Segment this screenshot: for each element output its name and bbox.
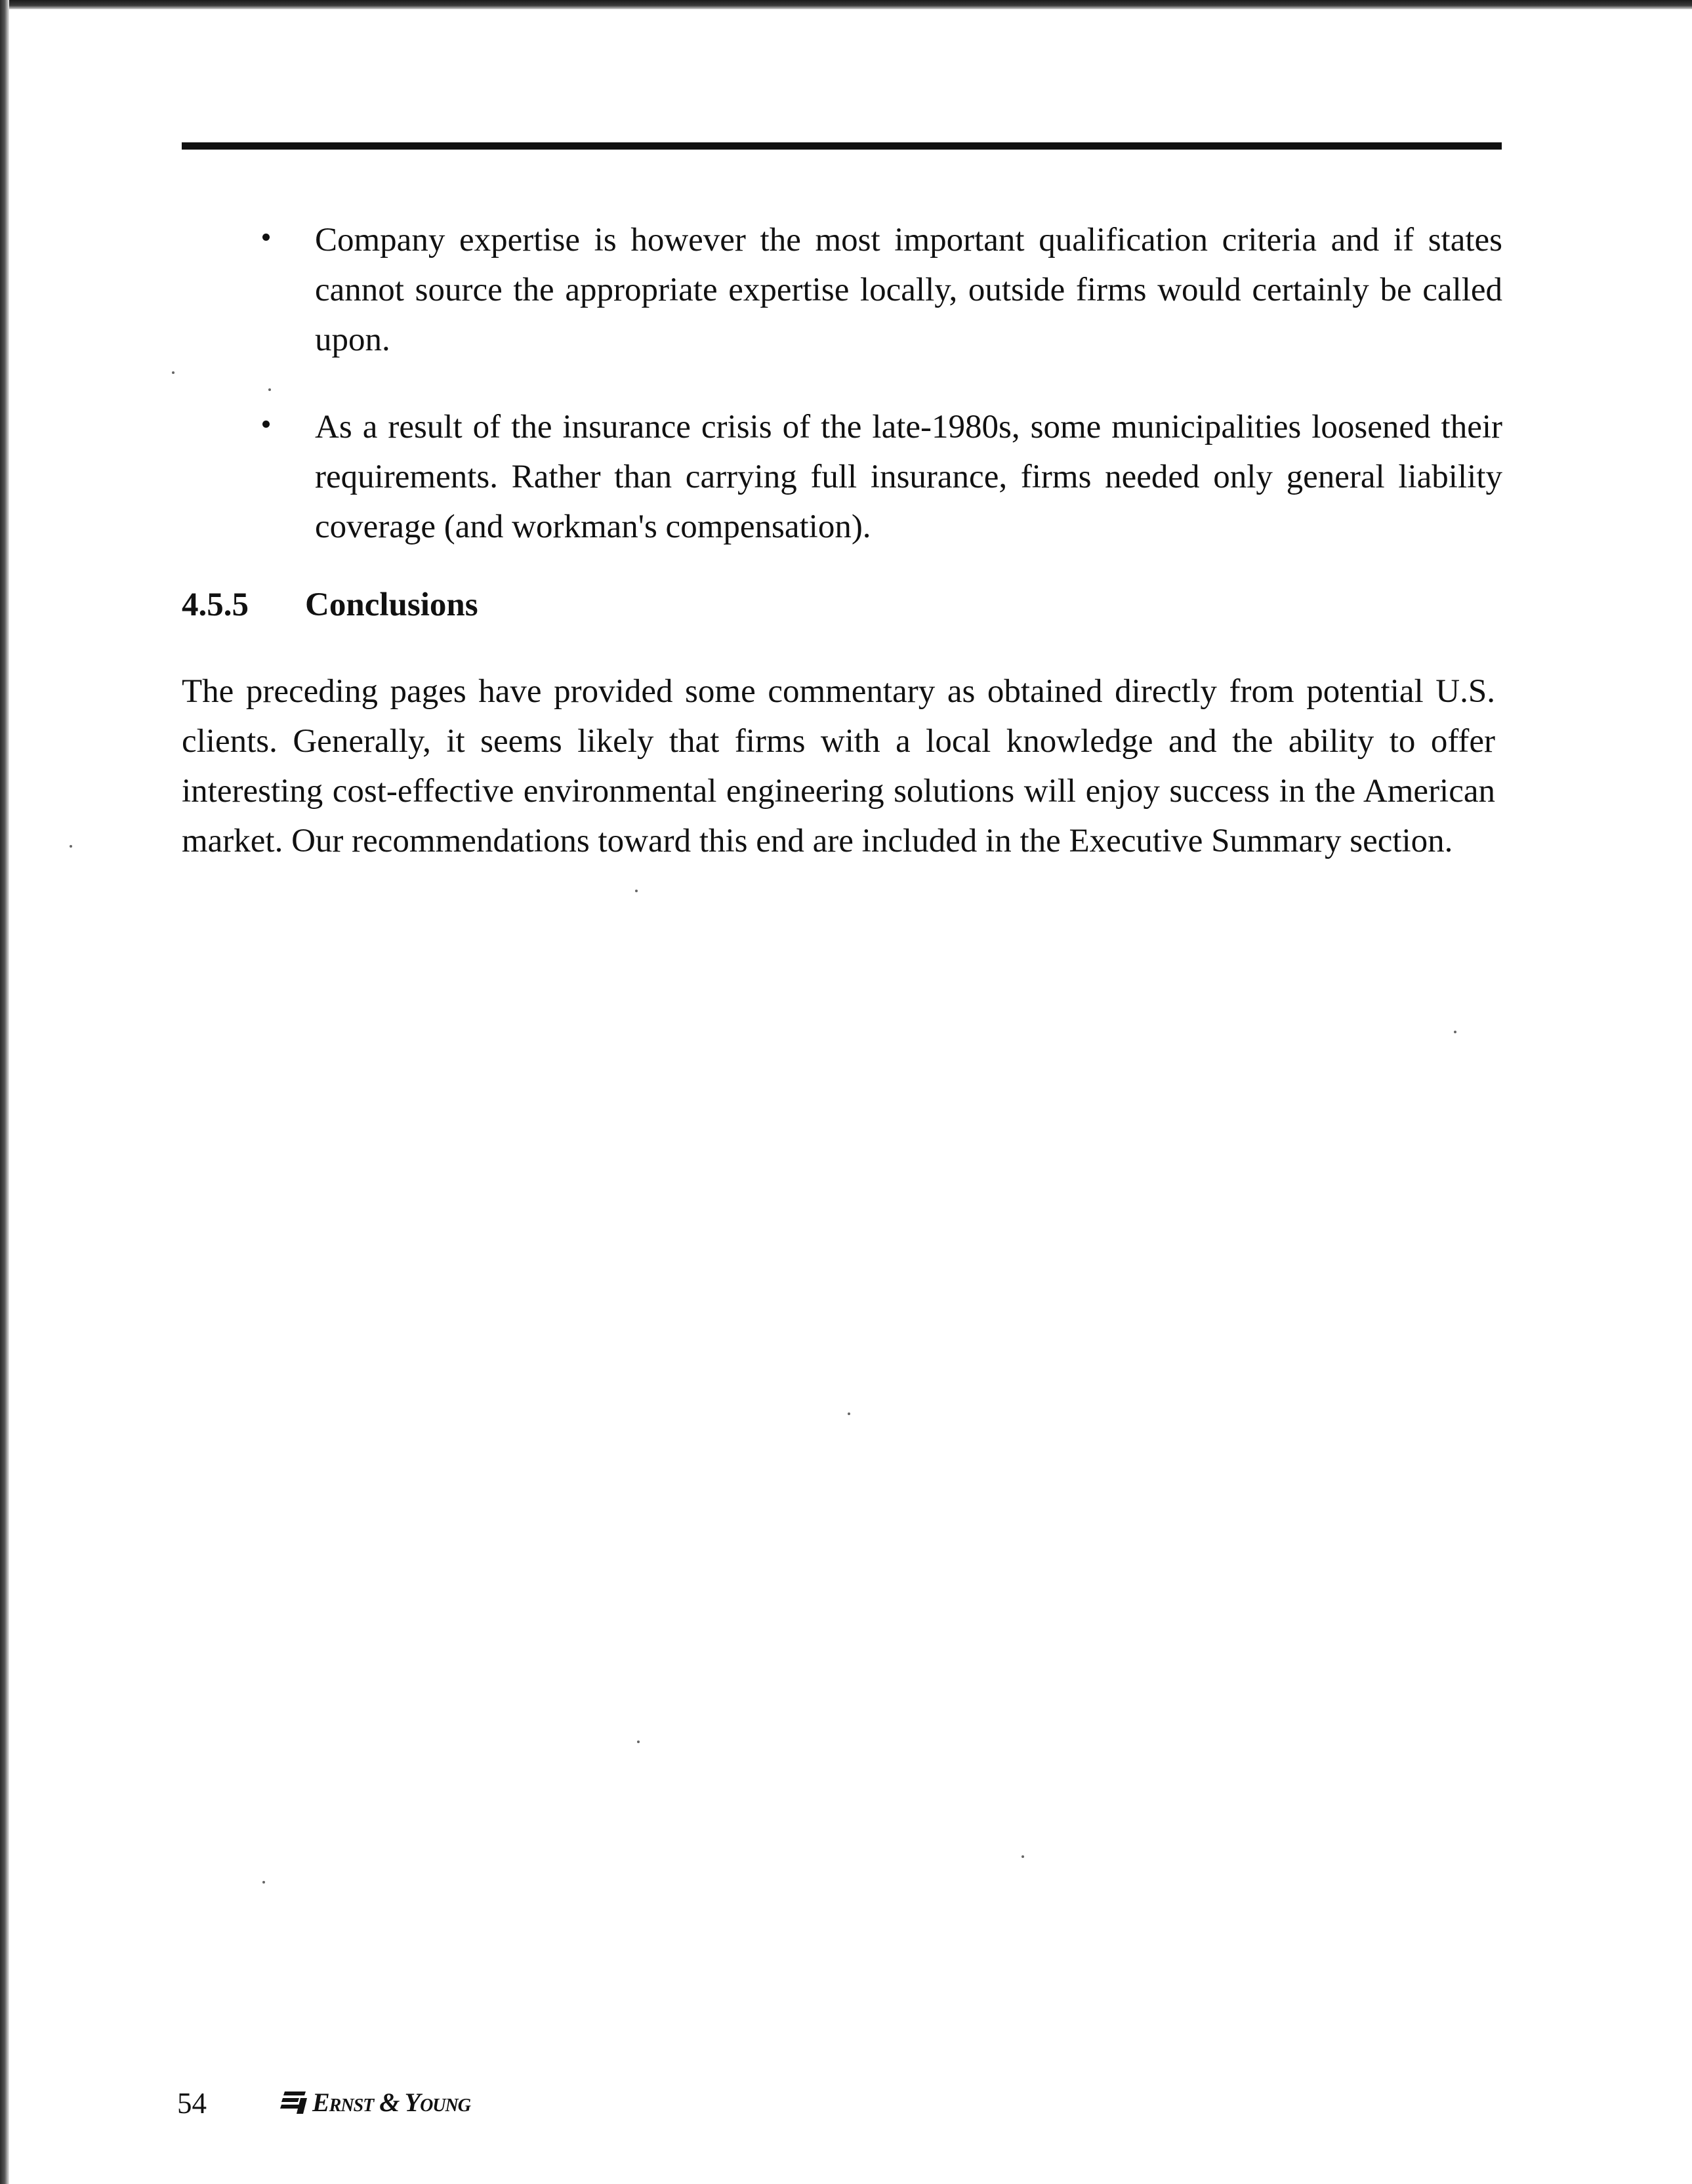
logo-mark-icon [279,2090,308,2115]
scan-speck [172,371,175,374]
bullet-text: As a result of the insurance crisis of the late-1980s, some municipalities loosened their requirements. Rather than carrying full insurance, firms needed only general liability coverage (and workman's compensation). [315,409,1502,545]
scan-speck [1454,1031,1456,1033]
bullet-text: Company expertise is however the most important qualification criteria and if states cannot source the appropriate expertise locally, outside firms would certainly be called upon. [315,222,1502,358]
bullet-icon [262,234,270,241]
section-title: Conclusions [305,587,478,623]
scan-speck [635,890,638,892]
logo-text: Ernst & Young [312,2088,470,2117]
section-heading [182,581,478,628]
scan-speck [1021,1855,1024,1858]
scan-speck [637,1741,640,1743]
section-number: 4.5.5 [182,587,249,623]
scan-speck [848,1412,850,1415]
bullet-icon [262,421,270,428]
ernst-young-logo [279,2087,470,2118]
scan-edge-top [0,0,1692,9]
page-number: 54 [177,2087,207,2120]
scan-speck [70,845,72,848]
scan-speck [268,388,271,391]
conclusion-paragraph: The preceding pages have provided some commentary as obtained directly from potential U.S. clients. Generally, it seems likely that firms with a local knowledge and the ability to offer interesting cost-effective environmental engineering solutions will enjoy success in the American market. Our recommendations toward this end are included in the Executive Summary section. [182,673,1495,859]
header-rule [182,142,1502,150]
scan-speck [262,1881,265,1884]
scan-edge-left [0,0,9,2184]
